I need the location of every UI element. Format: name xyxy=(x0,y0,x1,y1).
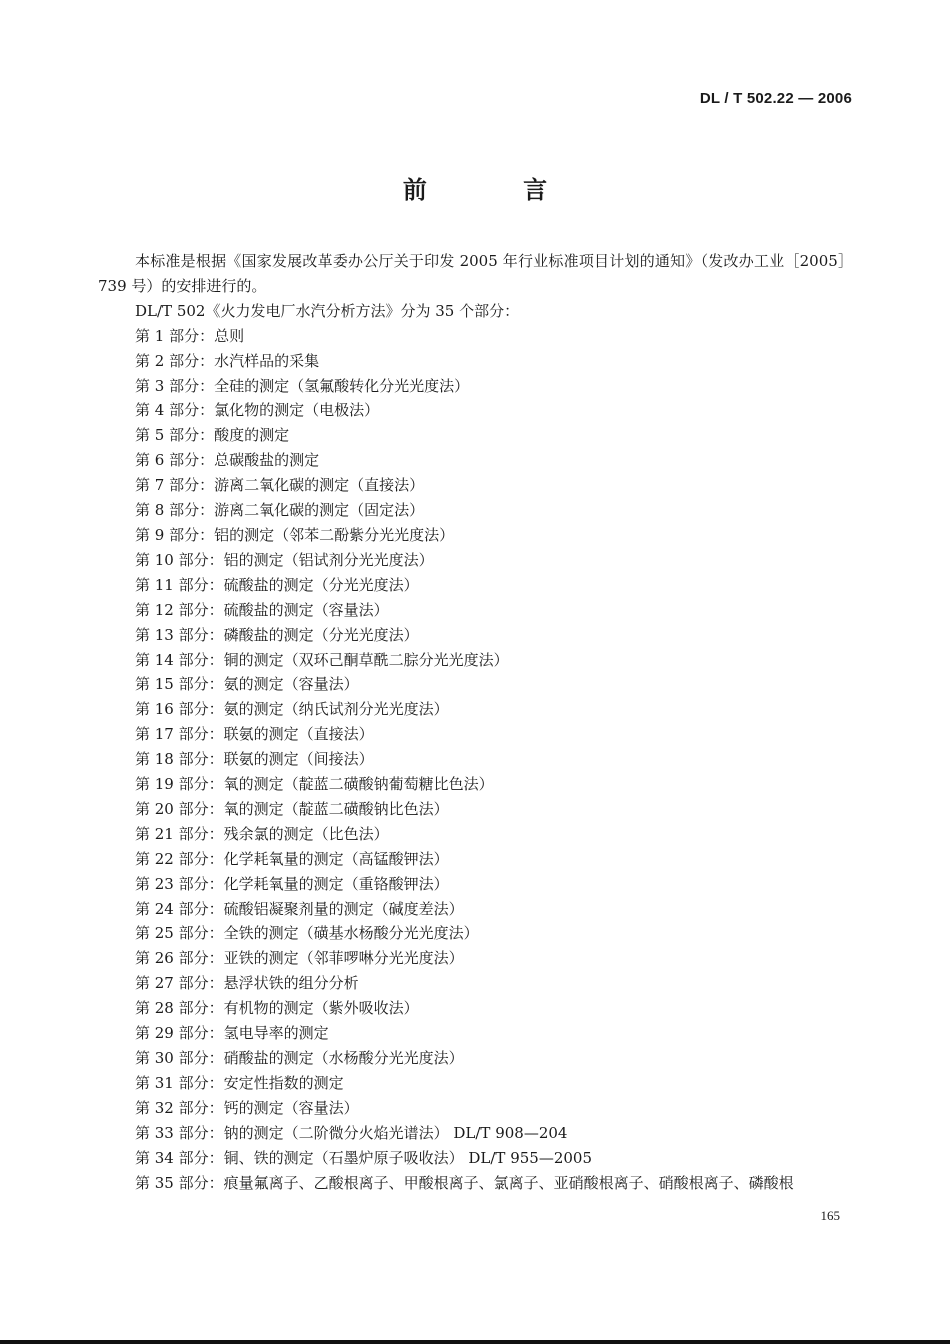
part-item: 第 35 部分：痕量氟离子、乙酸根离子、甲酸根离子、氯离子、亚硝酸根离子、硝酸根离子、磷酸根 xyxy=(135,1173,794,1192)
part-item: 第 26 部分：亚铁的测定（邻菲啰啉分光光度法） xyxy=(135,949,464,968)
part-item: 第 6 部分：总碳酸盐的测定 xyxy=(135,451,320,470)
part-item: 第 8 部分：游离二氧化碳的测定（固定法） xyxy=(135,501,425,520)
part-item: 第 7 部分：游离二氧化碳的测定（直接法） xyxy=(135,476,425,495)
part-item: 第 29 部分：氢电导率的测定 xyxy=(135,1024,329,1043)
bottom-divider xyxy=(0,1340,950,1344)
part-item: 第 3 部分：全硅的测定（氢氟酸转化分光光度法） xyxy=(135,376,470,395)
part-item: 第 5 部分：酸度的测定 xyxy=(135,426,290,445)
part-item: 第 25 部分：全铁的测定（磺基水杨酸分光光度法） xyxy=(135,924,479,943)
part-item: 第 1 部分：总则 xyxy=(135,326,245,345)
part-item: 第 27 部分：悬浮状铁的组分分析 xyxy=(135,974,359,993)
page-title: 前 言 xyxy=(402,176,592,204)
part-item: 第 18 部分：联氨的测定（间接法） xyxy=(135,750,374,769)
part-item: 第 32 部分：钙的测定（容量法） xyxy=(135,1098,359,1117)
page-number: 165 xyxy=(820,1208,840,1223)
part-item: 第 15 部分：氨的测定（容量法） xyxy=(135,675,359,694)
part-item: 第 4 部分：氯化物的测定（电极法） xyxy=(135,401,380,420)
intro-paragraph: 本标准是根据《国家发展改革委办公厅关于印发 2005 年行业标准项目计划的通知》（发改办工业［2005］739 号）的安排进行的。 xyxy=(98,252,853,295)
part-item: 第 33 部分：钠的测定（二阶微分火焰光谱法） DL/T 908—204 xyxy=(135,1123,568,1142)
part-item: 第 34 部分：铜、铁的测定（石墨炉原子吸收法） DL/T 955—2005 xyxy=(135,1148,593,1167)
part-item: 第 30 部分：硝酸盐的测定（水杨酸分光光度法） xyxy=(135,1049,464,1067)
part-item: 第 20 部分：氧的测定（靛蓝二磺酸钠比色法） xyxy=(135,799,449,818)
part-item: 第 12 部分：硫酸盐的测定（容量法） xyxy=(135,600,389,619)
part-item: 第 10 部分：铝的测定（铝试剂分光光度法） xyxy=(135,550,434,569)
part-item: 第 28 部分：有机物的测定（紫外吸收法） xyxy=(135,999,419,1018)
part-item: 第 19 部分：氧的测定（靛蓝二磺酸钠葡萄糖比色法） xyxy=(135,775,494,794)
part-item: 第 14 部分：铜的测定（双环己酮草酰二腙分光光度法） xyxy=(135,650,509,669)
part-item: 第 9 部分：铝的测定（邻苯二酚紫分光光度法） xyxy=(135,525,455,544)
part-item: 第 11 部分：硫酸盐的测定（分光光度法） xyxy=(135,575,419,594)
series-description: DL/T 502《火力发电厂水汽分析方法》分为 35 个部分： xyxy=(135,301,520,320)
part-item: 第 23 部分：化学耗氧量的测定（重铬酸钾法） xyxy=(135,874,449,893)
part-item: 第 22 部分：化学耗氧量的测定（高锰酸钾法） xyxy=(135,849,449,868)
part-item: 第 16 部分：氨的测定（纳氏试剂分光光度法） xyxy=(135,700,449,719)
standard-code: DL / T 502.22 — 2006 xyxy=(699,90,852,107)
part-item: 第 2 部分：水汽样品的采集 xyxy=(135,351,320,370)
part-item: 第 31 部分：安定性指数的测定 xyxy=(135,1073,344,1092)
part-item: 第 21 部分：残余氯的测定（比色法） xyxy=(135,824,389,843)
part-item: 第 17 部分：联氨的测定（直接法） xyxy=(135,725,374,744)
parts-list xyxy=(98,324,853,1196)
document-body xyxy=(98,249,853,1195)
part-item: 第 13 部分：磷酸盐的测定（分光光度法） xyxy=(135,625,419,644)
part-item: 第 24 部分：硫酸铝凝聚剂量的测定（碱度差法） xyxy=(135,899,464,918)
